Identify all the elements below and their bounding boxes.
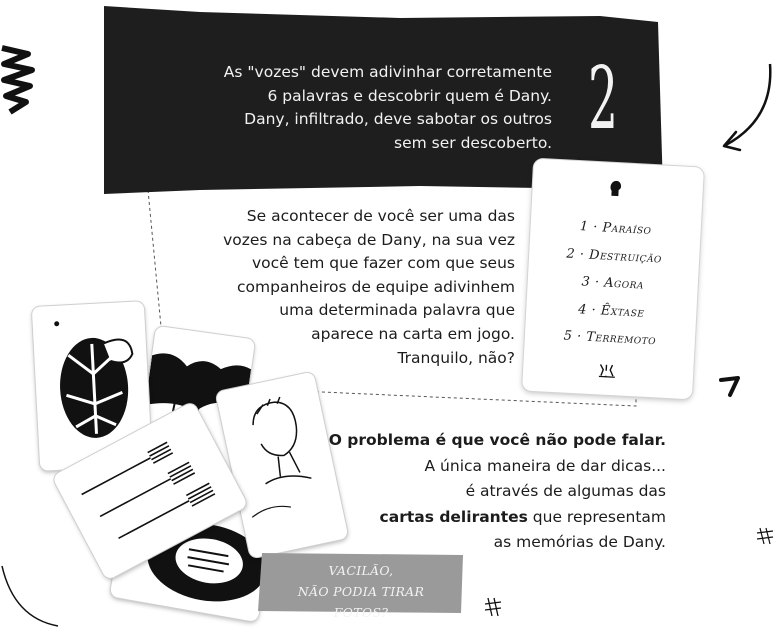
intro-line: uma determinada palavra que: [279, 301, 515, 320]
rules-line: 6 palavras e descobrir quem é Dany.: [267, 86, 552, 105]
intro-line: você tem que fazer com que seus: [251, 254, 515, 273]
word-card: [522, 159, 704, 400]
caption-line: NÃO PODIA TIRAR FOTOS?: [297, 584, 425, 620]
problem-line-rest: que representam: [527, 507, 666, 526]
caption-text: [276, 560, 446, 623]
word-item: 2 · Destruição: [566, 246, 663, 267]
problem-line: [329, 505, 666, 531]
intro-line: Se acontecer de você ser uma das: [246, 207, 515, 225]
cards-term: cartas delirantes: [379, 507, 528, 526]
card-footer-icon: [597, 362, 618, 379]
word-item: 4 · Êxtase: [577, 301, 645, 321]
rules-line: Dany, infiltrado, deve sabotar os outros: [244, 110, 552, 128]
head-silhouette-icon: [608, 179, 623, 198]
word-list: [524, 211, 701, 357]
word-item: 1 · Paraíso: [579, 219, 652, 238]
step-number: 2: [588, 49, 619, 149]
rules-line: As "vozes" devem adivinhar corretamente: [223, 63, 552, 81]
intro-paragraph: [223, 205, 515, 370]
intro-line: Tranquilo, não?: [397, 348, 515, 367]
word-item: 5 · Terremoto: [563, 328, 657, 349]
problem-line: as memórias de Dany.: [493, 533, 666, 552]
caption-line: VACILÃO,: [328, 563, 394, 578]
intro-line: aparece na carta em jogo.: [311, 324, 515, 343]
problem-headline: O problema é que você não pode falar.: [328, 431, 666, 449]
problem-line: é através de algumas das: [465, 482, 666, 501]
problem-paragraph: [329, 428, 666, 556]
problem-line: A única maneira de dar dicas...: [424, 456, 666, 475]
word-item: 3 · Agora: [581, 274, 645, 293]
rules-line: sem ser descoberto.: [394, 133, 552, 152]
intro-line: companheiros de equipe adivinhem: [237, 277, 515, 296]
intro-line: vozes na cabeça de Dany, na sua vez: [223, 230, 515, 249]
rules-text: [224, 61, 552, 155]
